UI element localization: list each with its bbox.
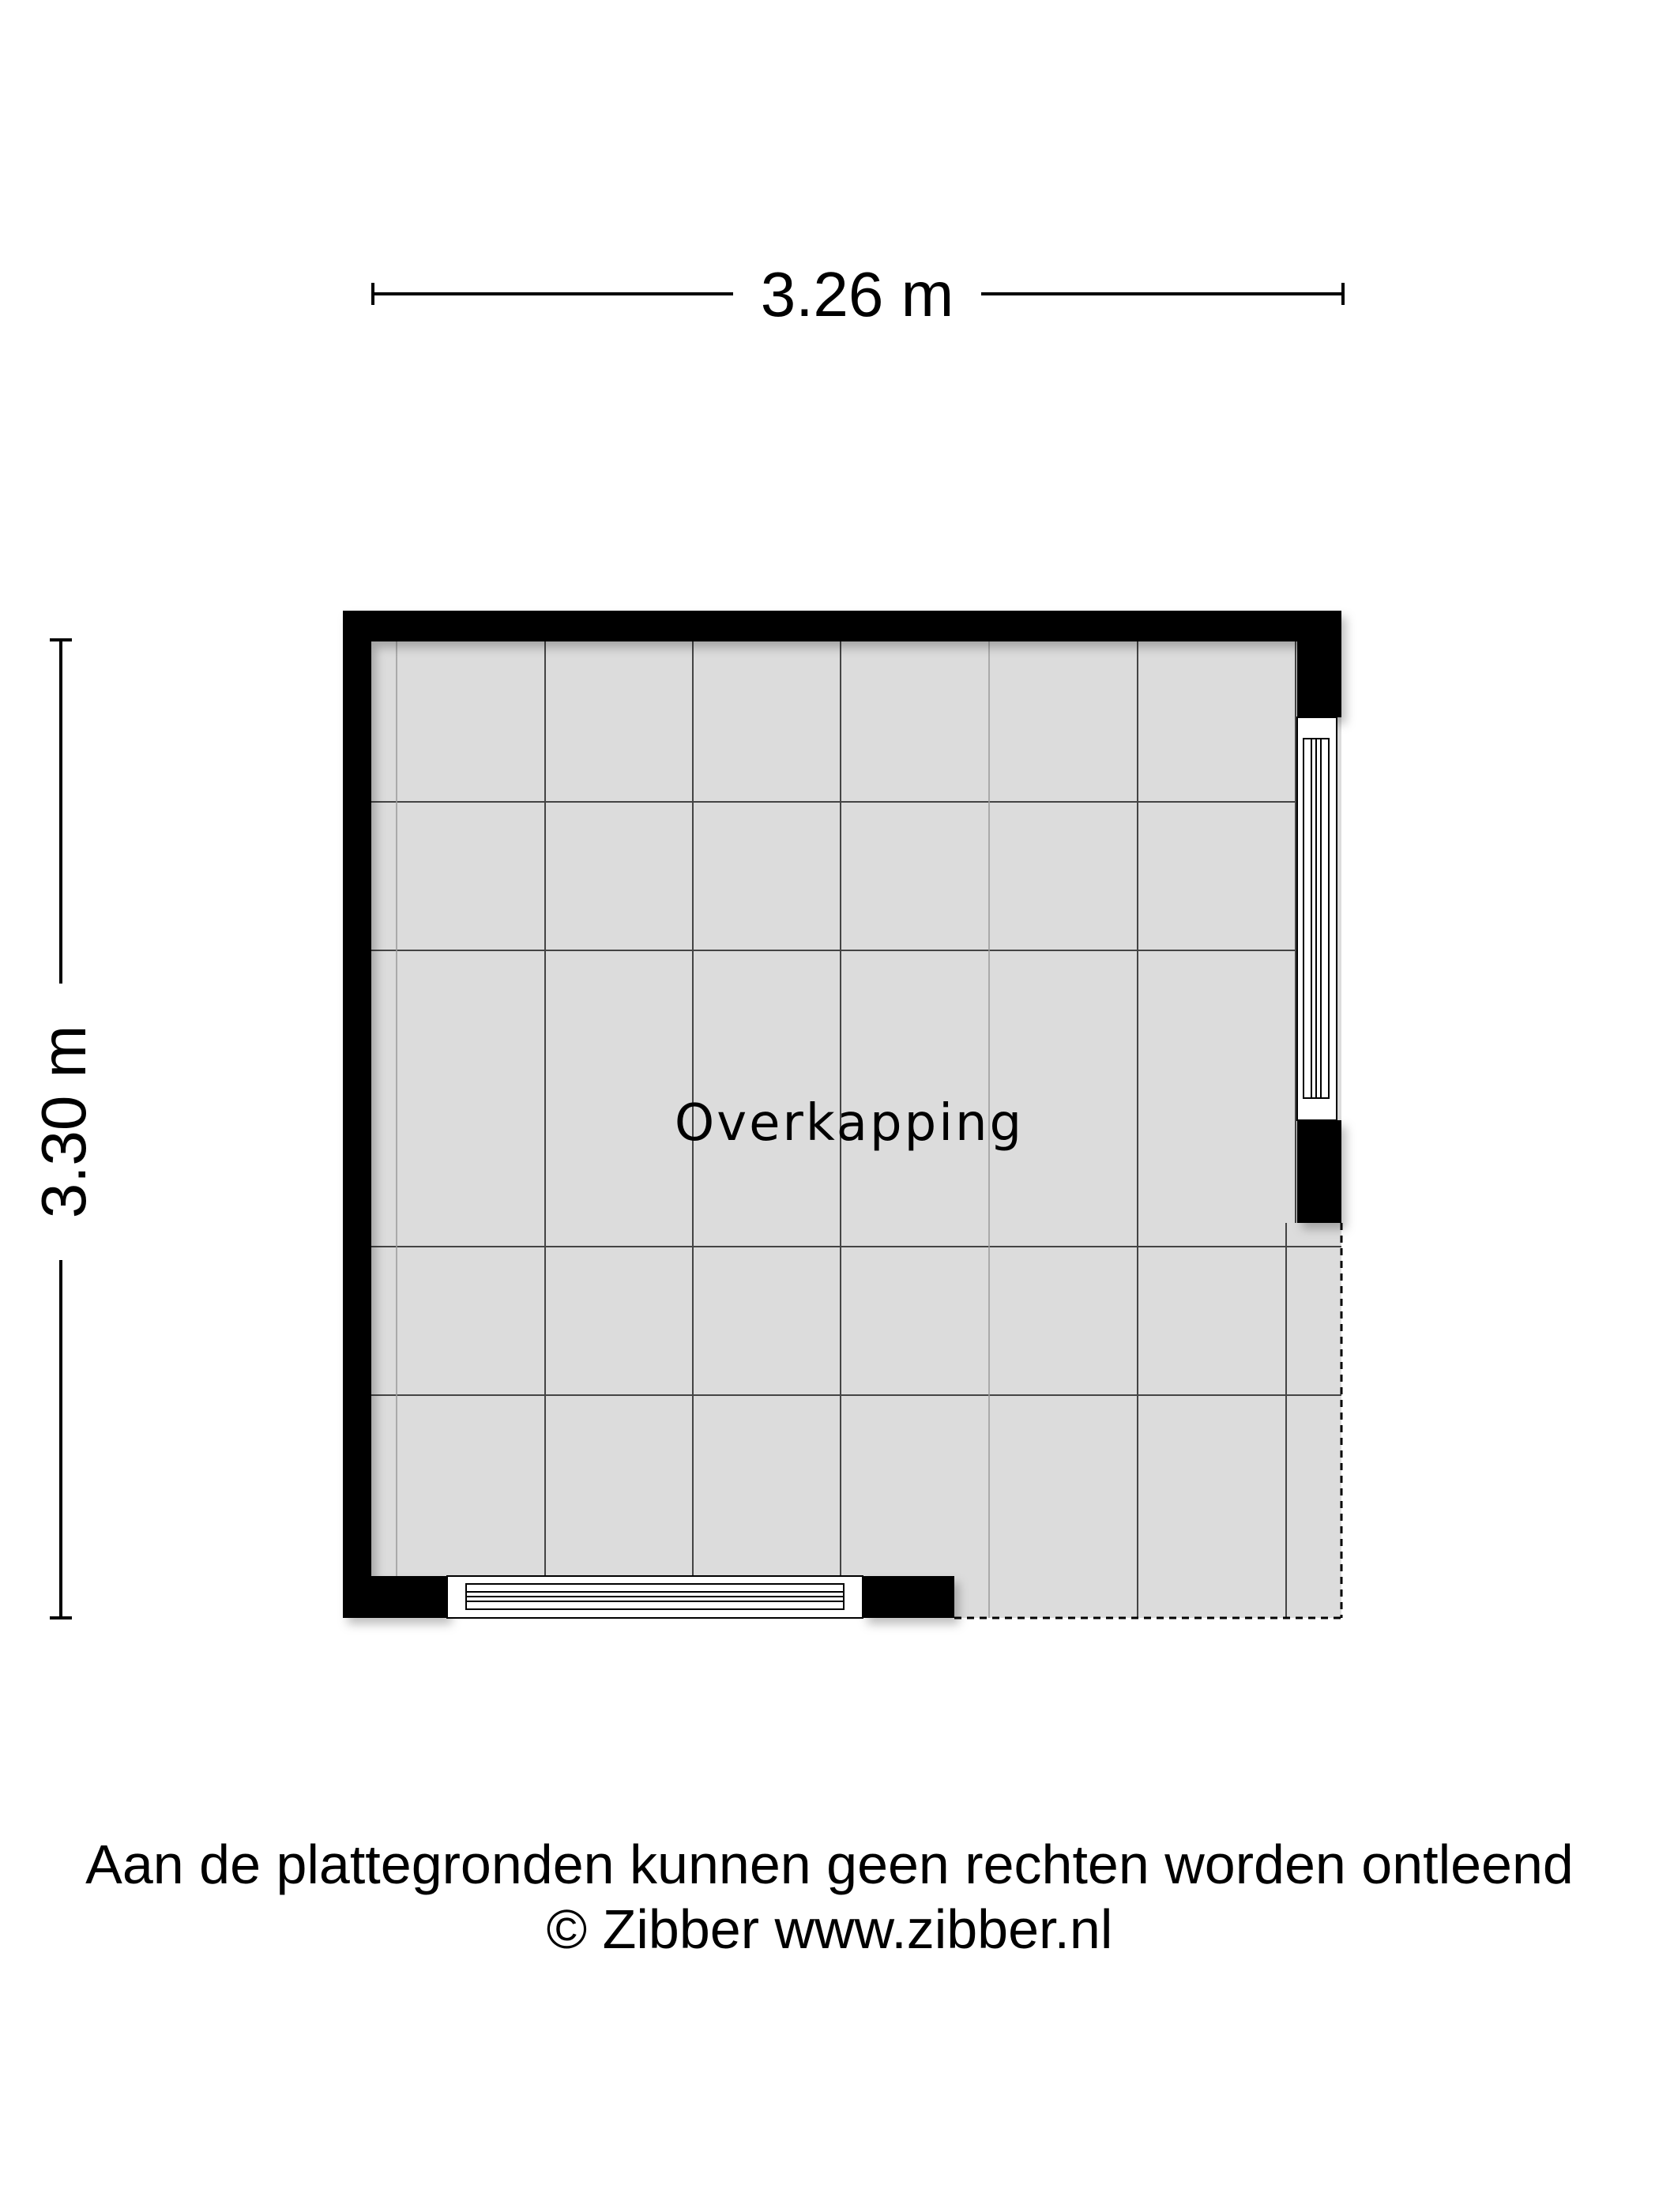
wall-top xyxy=(343,611,1341,641)
window-bottom xyxy=(447,1576,863,1618)
height-label: 3.30 m xyxy=(28,1025,99,1219)
disclaimer-text: Aan de plattegronden kunnen geen rechten worden ontleend xyxy=(85,1834,1574,1895)
wall-right-top xyxy=(1297,611,1341,717)
wall-bottom-left xyxy=(343,1576,447,1618)
width-dimension xyxy=(373,259,1343,329)
wall-right-bottom xyxy=(1297,1120,1341,1223)
room-label: Overkapping xyxy=(674,1094,1025,1153)
wall-left xyxy=(343,611,371,1618)
height-dimension xyxy=(28,640,99,1618)
window-right xyxy=(1297,717,1337,1120)
copyright-text: © Zibber www.zibber.nl xyxy=(546,1898,1113,1960)
wall-bottom-right xyxy=(863,1576,954,1618)
width-label: 3.26 m xyxy=(760,259,954,329)
